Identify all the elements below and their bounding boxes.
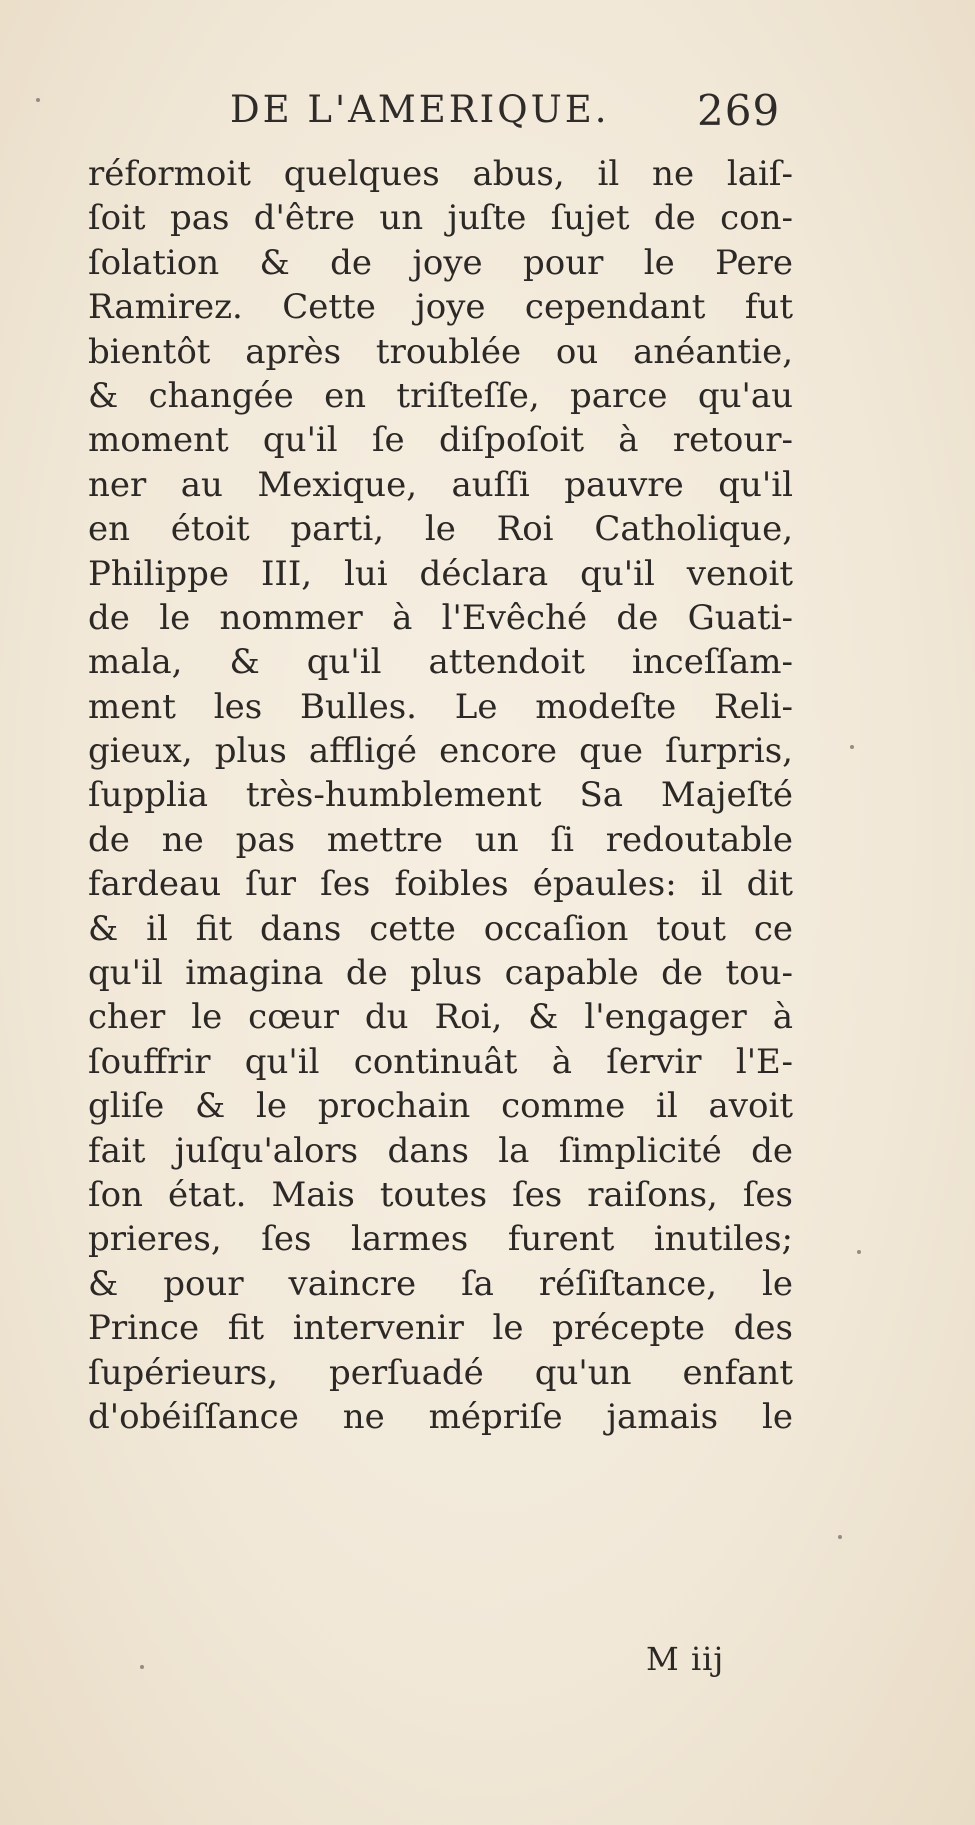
scan-speck (850, 745, 854, 749)
running-head (230, 88, 790, 148)
text-line: fardeau ſur ſes foibles épaules: il dit (88, 864, 793, 905)
text-line: & il fit dans cette occaſion tout ce (88, 908, 793, 949)
text-line: gliſe & le prochain comme il avoit (88, 1086, 793, 1127)
text-line: de le nommer à l'Evêché de Guati- (88, 597, 793, 638)
text-line: réformoit quelques abus, il ne laiſ- (88, 154, 793, 194)
text-line: ner au Mexique, auſſi pauvre qu'il (88, 464, 793, 505)
text-line: qu'il imagina de plus capable de tou- (88, 953, 793, 994)
body-text (88, 152, 793, 1439)
text-line: ſolation & de joye pour le Pere (88, 242, 793, 283)
scan-speck (857, 1250, 861, 1254)
text-line: ſouffrir qu'il continuât à ſervir l'E- (88, 1041, 793, 1082)
text-line: fait juſqu'alors dans la ſimplicité de (88, 1130, 793, 1171)
text-line: bientôt après troublée ou anéantie, (88, 331, 793, 372)
signature-mark: M iij (646, 1640, 725, 1678)
text-line: ſon état. Mais toutes ſes raiſons, ſes (88, 1174, 793, 1215)
text-line: mala, & qu'il attendoit inceſſam- (88, 642, 793, 683)
scan-speck (36, 98, 40, 102)
running-title: DE L'AMERIQUE. (230, 88, 610, 131)
text-line: gieux, plus affligé encore que ſurpris, (88, 731, 793, 772)
text-line: ſoit pas d'être un juſte ſujet de con- (88, 198, 793, 239)
text-line: Philippe III, lui déclara qu'il venoit (88, 553, 793, 594)
text-line: & changée en triſteſſe, parce qu'au (88, 375, 793, 416)
text-line: ment les Bulles. Le modeſte Reli- (88, 686, 793, 727)
text-line: Prince fit intervenir le précepte des (88, 1308, 793, 1349)
text-line: cher le cœur du Roi, & l'engager à (88, 997, 793, 1038)
text-line: ſupérieurs, perſuadé qu'un enfant (88, 1352, 793, 1393)
scan-speck (838, 1535, 842, 1539)
text-line: de ne pas mettre un ſi redoutable (88, 819, 793, 860)
text-line: d'obéiſſance ne mépriſe jamais le (88, 1396, 793, 1437)
text-line: moment qu'il ſe diſpoſoit à retour- (88, 420, 793, 461)
page-number: 269 (697, 86, 781, 135)
text-line: & pour vaincre ſa réſiſtance, le (88, 1263, 793, 1304)
text-line: en étoit parti, le Roi Catholique, (88, 509, 793, 550)
text-line: Ramirez. Cette joye cependant fut (88, 287, 793, 328)
text-line: prieres, ſes larmes furent inutiles; (88, 1219, 793, 1260)
text-line: ſupplia très-humblement Sa Majeſté (88, 775, 793, 816)
scan-speck (140, 1665, 144, 1669)
